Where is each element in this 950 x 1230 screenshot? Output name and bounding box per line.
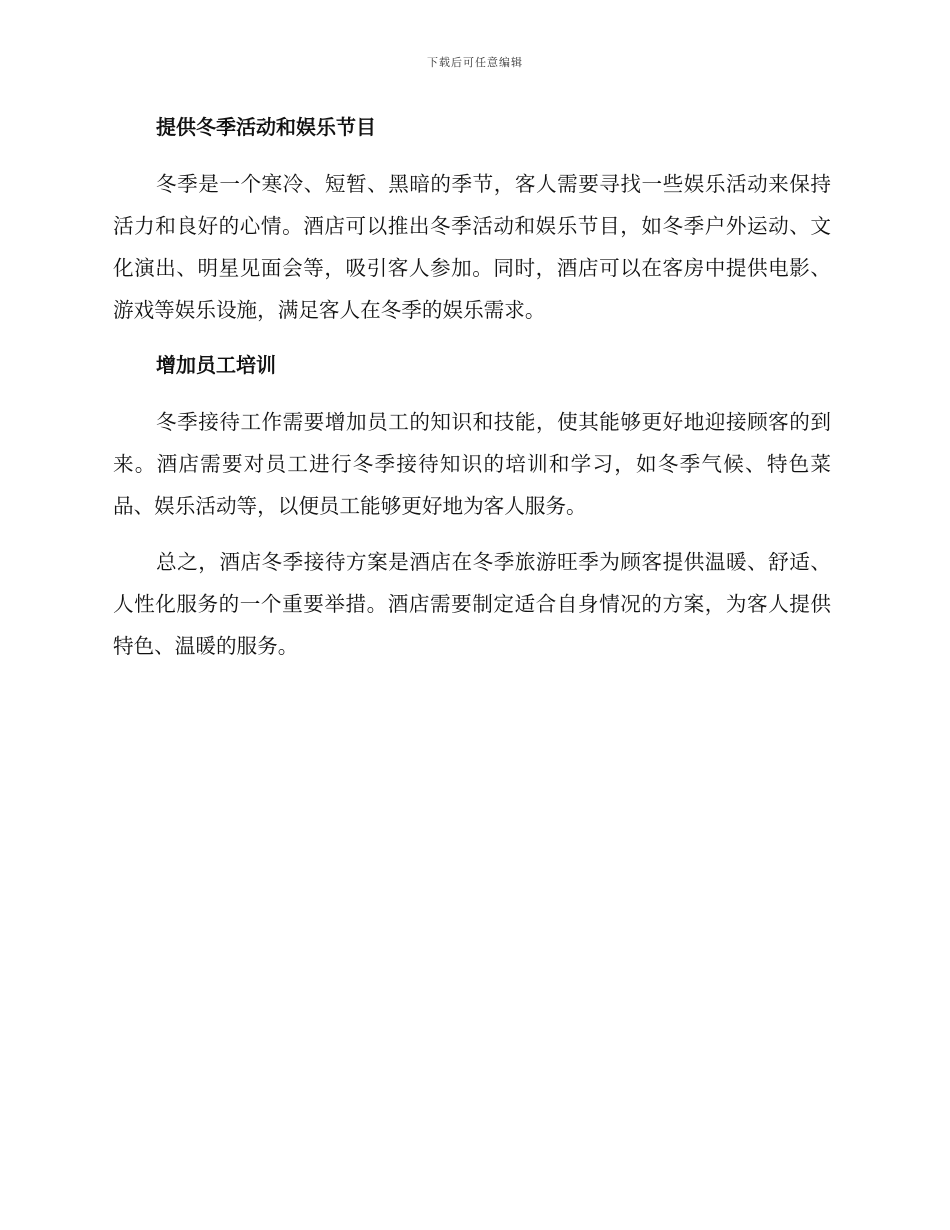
section-heading-staff-training: 增加员工培训 bbox=[156, 353, 276, 377]
section-heading-winter-activities: 提供冬季活动和娱乐节目 bbox=[156, 115, 376, 139]
conclusion-paragraph: 总之，酒店冬季接待方案是酒店在冬季旅游旺季为顾客提供温暖、舒适、人性化服务的一个重要举措。酒店需要制定适合自身情况的方案，为客人提供特色、温暖的服务。 bbox=[113, 550, 831, 658]
document-body bbox=[113, 107, 831, 681]
section-paragraph-staff-training: 冬季接待工作需要增加员工的知识和技能，使其能够更好地迎接顾客的到来。酒店需要对员工进行冬季接待知识的培训和学习，如冬季气候、特色菜品、娱乐活动等，以便员工能够更好地为客人服务。 bbox=[113, 410, 831, 518]
section-paragraph-winter-activities: 冬季是一个寒冷、短暂、黑暗的季节，客人需要寻找一些娱乐活动来保持活力和良好的心情。酒店可以推出冬季活动和娱乐节目，如冬季户外运动、文化演出、明星见面会等，吸引客人参加。同时，酒店可以在客房中提供电影、游戏等娱乐设施，满足客人在冬季的娱乐需求。 bbox=[113, 172, 831, 322]
page-header: 下载后可任意编辑 bbox=[427, 56, 523, 69]
